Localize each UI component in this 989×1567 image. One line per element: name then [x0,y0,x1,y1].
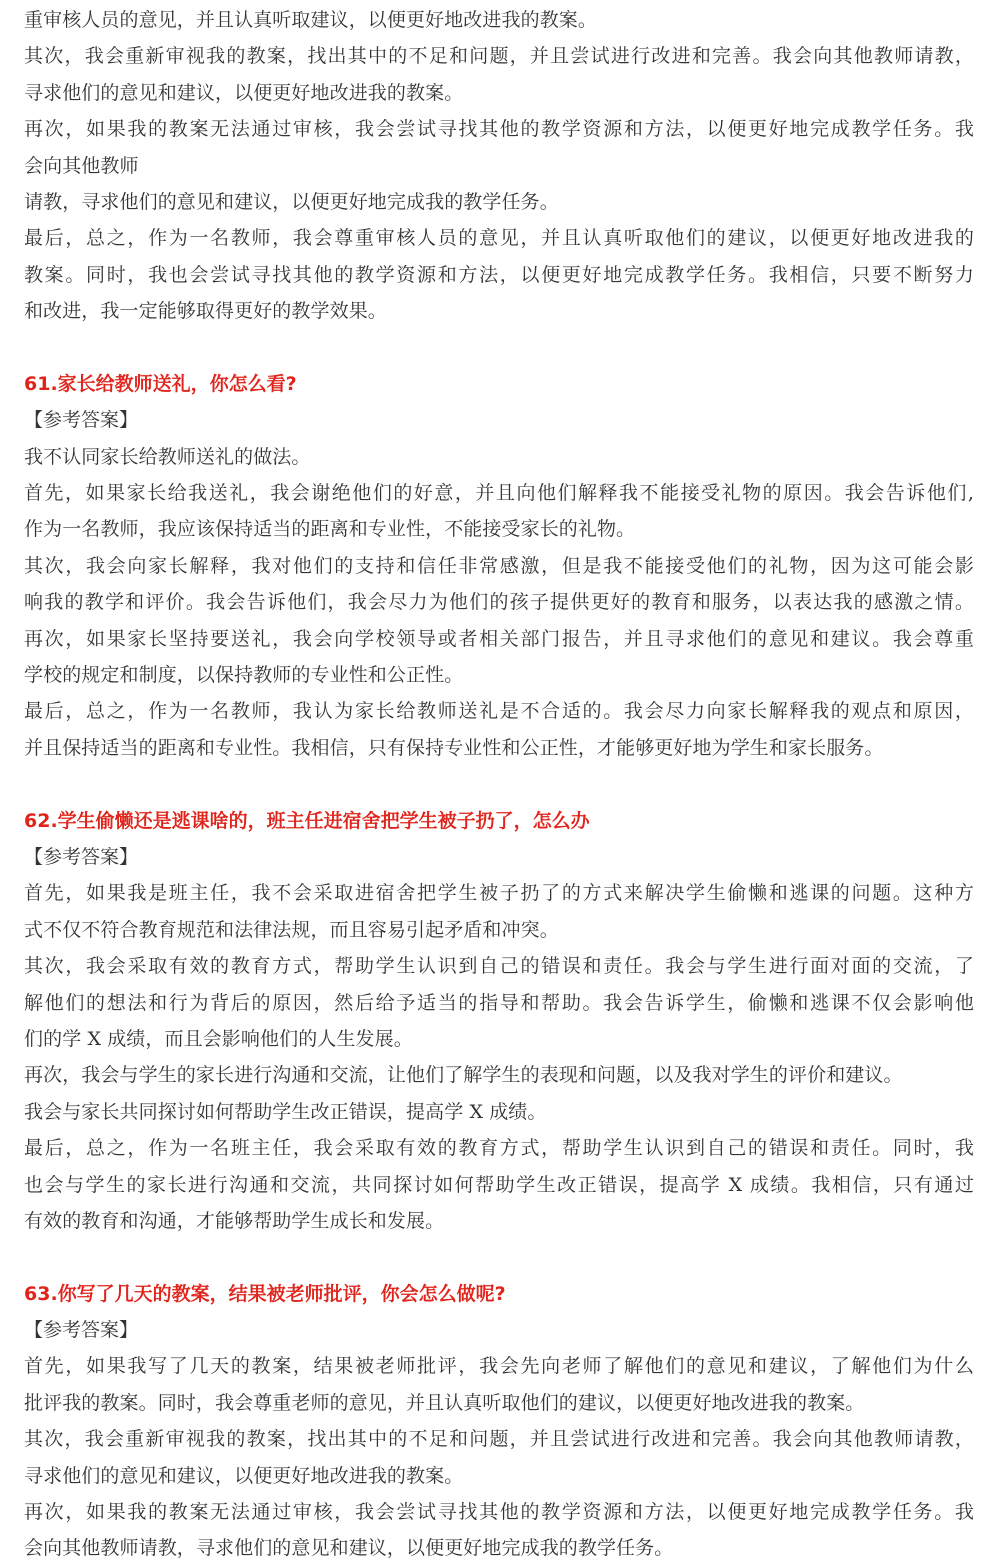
paragraph-line: 请教，寻求他们的意见和建议，以便更好地完成我的教学任务。 [24,190,559,213]
paragraph-line: 解他们的想法和行为背后的原因，然后给予适当的指导和帮助。我会告诉学生，偷懒和逃课不仅会影响他 [24,991,974,1014]
paragraph-line: 重审核人员的意见，并且认真听取建议，以便更好地改进我的教案。 [24,9,598,31]
question-heading: 61.家长给教师送礼，你怎么看? [24,372,297,395]
paragraph-line: 首先，如果我是班主任，我不会采取进宿舍把学生被子扔了的方式来解决学生偷懒和逃课的问题。这种方 [24,882,974,905]
document-body [24,0,974,1567]
paragraph-line: 也会与学生的家长进行沟通和交流，共同探讨如何帮助学生改正错误，提高学 X 成绩。我相信，只有通过 [24,1173,974,1196]
question-63 [24,1276,974,1567]
paragraph-line: 首先，如果家长给我送礼，我会谢绝他们的好意，并且向他们解释我不能接受礼物的原因。我会告诉他们, [24,482,974,505]
paragraph-line: 作为一名教师，我应该保持适当的距离和专业性，不能接受家长的礼物。 [24,518,636,541]
paragraph-line: 教案。同时，我也会尝试寻找其他的教学资源和方法，以便更好地完成教学任务。我相信，只要不断努力 [24,263,974,286]
paragraph-line: 其次，我会重新审视我的教案，找出其中的不足和问题，并且尝试进行改进和完善。我会向其他教师请教， [24,1428,974,1451]
paragraph-line: 再次，如果我的教案无法通过审核，我会尝试寻找其他的教学资源和方法，以便更好地完成教学任务。我 [24,118,974,141]
paragraph-line: 有效的教育和沟通，才能够帮助学生成长和发展。 [24,1209,445,1232]
paragraph-line: 式不仅不符合教育规范和法律法规，而且容易引起矛盾和冲突。 [24,918,559,941]
paragraph-line: 批评我的教案。同时，我会尊重老师的意见，并且认真听取他们的建议，以便更好地改进我的教案。 [24,1391,865,1414]
paragraph-line: 其次，我会重新审视我的教案，找出其中的不足和问题，并且尝试进行改进和完善。我会向其他教师请教， [24,45,974,68]
question-heading: 62.学生偷懒还是逃课啥的，班主任进宿舍把学生被子扔了，怎么办 [24,809,590,832]
paragraph-line: 寻求他们的意见和建议，以便更好地改进我的教案。 [24,1464,464,1487]
paragraph-line: 学校的规定和制度，以保持教师的专业性和公正性。 [24,664,464,687]
paragraph-line: 再次，如果家长坚持要送礼，我会向学校领导或者相关部门报告，并且寻求他们的意见和建议。我会尊重 [24,627,974,650]
paragraph-line: 和改进，我一定能够取得更好的教学效果。 [24,300,387,323]
paragraph-line: 其次，我会向家长解释，我对他们的支持和信任非常感激，但是我不能接受他们的礼物，因为这可能会影 [24,554,974,577]
paragraph-line: 首先，如果我写了几天的教案，结果被老师批评，我会先向老师了解他们的意见和建议，了解他们为什么 [24,1355,974,1378]
paragraph-line: 会向其他教师 [24,154,139,177]
paragraph-line: 再次，我会与学生的家长进行沟通和交流，让他们了解学生的表现和问题，以及我对学生的评价和建议。 [24,1064,903,1087]
answer-label: 【参考答案】 [24,409,139,432]
answer-label: 【参考答案】 [24,1319,139,1342]
paragraph-line: 们的学 X 成绩，而且会影响他们的人生发展。 [24,1027,413,1050]
question-61 [24,366,974,766]
paragraph-line: 我会与家长共同探讨如何帮助学生改正错误，提高学 X 成绩。 [24,1100,547,1123]
question-heading: 63.你写了几天的教案，结果被老师批评，你会怎么做呢? [24,1282,506,1305]
paragraph-line: 响我的教学和评价。我会告诉他们，我会尽力为他们的孩子提供更好的教育和服务，以表达我的感激之情。 [24,591,974,614]
paragraph-line: 我不认同家长给教师送礼的做法。 [24,445,311,468]
answer-label: 【参考答案】 [24,845,139,868]
top-section [24,2,974,330]
paragraph-line: 再次，如果我的教案无法通过审核，我会尝试寻找其他的教学资源和方法，以便更好地完成教学任务。我 [24,1501,974,1524]
paragraph-line: 最后，总之，作为一名教师，我认为家长给教师送礼是不合适的。我会尽力向家长解释我的观点和原因， [24,700,974,723]
paragraph-line: 寻求他们的意见和建议，以便更好地改进我的教案。 [24,81,464,104]
paragraph-line: 最后，总之，作为一名教师，我会尊重审核人员的意见，并且认真听取他们的建议，以便更好地改进我的 [24,227,974,250]
paragraph-line: 最后，总之，作为一名班主任，我会采取有效的教育方式，帮助学生认识到自己的错误和责任。同时，我 [24,1137,974,1160]
paragraph-line: 并且保持适当的距离和专业性。我相信，只有保持专业性和公正性，才能够更好地为学生和家长服务。 [24,736,884,759]
question-62 [24,803,974,1240]
paragraph-line: 会向其他教师请教，寻求他们的意见和建议，以便更好地完成我的教学任务。 [24,1537,674,1560]
paragraph-line: 其次，我会采取有效的教育方式，帮助学生认识到自己的错误和责任。我会与学生进行面对面的交流，了 [24,955,974,978]
